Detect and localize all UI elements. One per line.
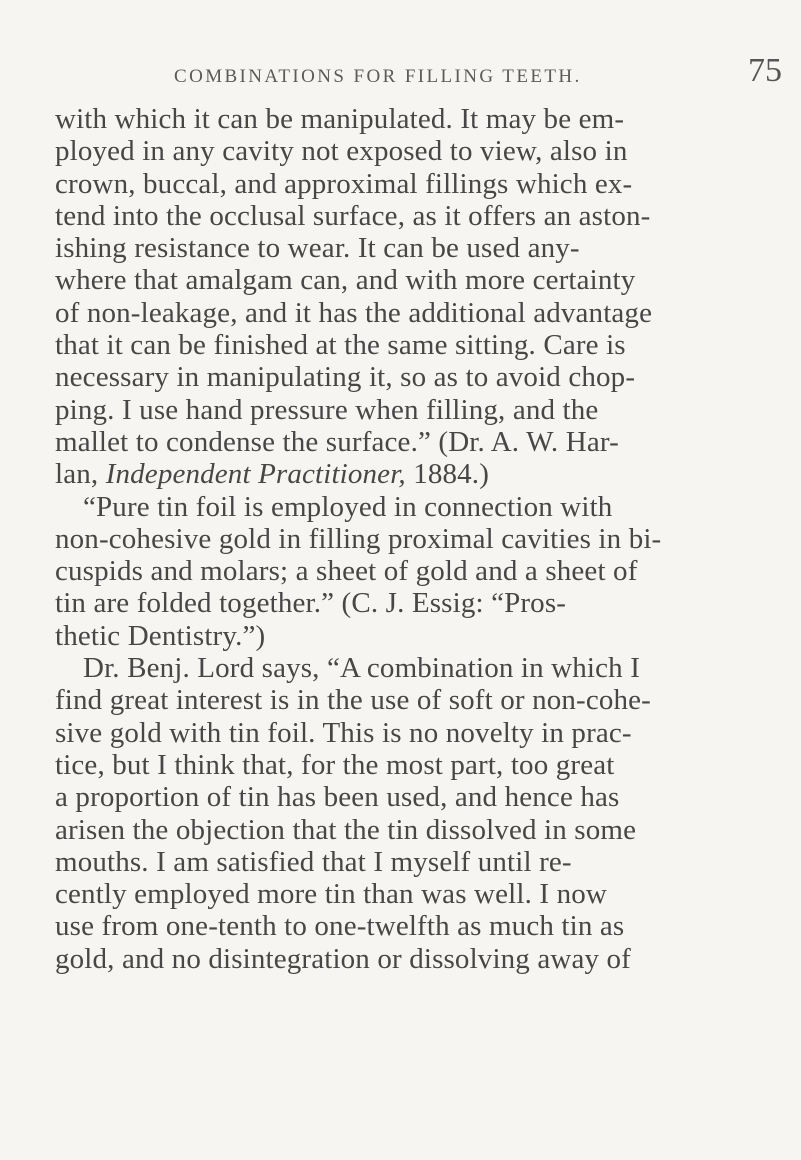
text-segment: 1884.) (405, 458, 490, 491)
text-segment: where that amalgam can, and with more certainty (55, 264, 636, 297)
text-segment: sive gold with tin foil. This is no novelty in prac- (55, 716, 632, 749)
text-segment: lan, (55, 458, 106, 491)
text-line (55, 491, 775, 523)
text-line (55, 426, 775, 458)
text-segment: find great interest is in the use of soft or non-cohe- (55, 684, 651, 717)
text-segment: crown, buccal, and approximal fillings which ex- (55, 167, 633, 200)
text-line (55, 297, 775, 329)
text-segment: use from one-tenth to one-twelfth as much tin as (55, 910, 625, 943)
text-line (55, 103, 775, 135)
text-segment: ployed in any cavity not exposed to view, also in (55, 135, 628, 168)
page-number: 75 (748, 52, 782, 89)
text-segment: ishing resistance to wear. It can be used any- (55, 232, 580, 265)
text-line (55, 910, 775, 942)
text-segment: a proportion of tin has been used, and hence has (55, 781, 620, 814)
text-line (55, 135, 775, 167)
text-line (55, 878, 775, 910)
running-title: COMBINATIONS FOR FILLING TEETH. (174, 66, 582, 87)
text-segment: arisen the objection that the tin dissolved in some (55, 813, 637, 846)
italic-title: Independent Practitioner, (105, 458, 406, 491)
text-line (55, 587, 775, 619)
text-segment: tin are folded together.” (C. J. Essig: “Pros- (55, 587, 567, 620)
text-segment: mouths. I am satisfied that I myself until re- (55, 845, 572, 878)
text-segment: Dr. Benj. Lord says, “A combination in which I (83, 652, 641, 685)
text-segment: thetic Dentistry.”) (55, 619, 266, 652)
text-line (55, 168, 775, 200)
text-line (55, 684, 775, 716)
text-line (55, 361, 775, 393)
text-line (55, 781, 775, 813)
text-line (55, 523, 775, 555)
text-line (55, 555, 775, 587)
text-line (55, 620, 775, 652)
text-segment: cently employed more tin than was well. I now (55, 878, 607, 911)
text-segment: with which it can be manipulated. It may be em- (55, 103, 625, 135)
text-line (55, 814, 775, 846)
text-segment: of non-leakage, and it has the additional advantage (55, 296, 653, 329)
text-line (55, 329, 775, 361)
text-line (55, 749, 775, 781)
text-line (55, 394, 775, 426)
text-segment: ping. I use hand pressure when filling, and the (55, 393, 599, 426)
text-segment: that it can be finished at the same sitting. Care is (55, 329, 626, 362)
text-line (55, 717, 775, 749)
text-line (55, 652, 775, 684)
text-line (55, 200, 775, 232)
body-text (55, 103, 775, 975)
text-line (55, 232, 775, 264)
text-line (55, 264, 775, 296)
text-segment: tice, but I think that, for the most part, too great (55, 748, 615, 781)
text-segment: cuspids and molars; a sheet of gold and a sheet of (55, 555, 638, 588)
text-line (55, 458, 775, 490)
text-line (55, 846, 775, 878)
text-segment: tend into the occlusal surface, as it offers an aston- (55, 199, 651, 232)
text-segment: non-cohesive gold in filling proximal cavities in bi- (55, 522, 662, 555)
text-line (55, 943, 775, 975)
text-segment: mallet to condense the surface.” (Dr. A. W. Har- (55, 425, 619, 458)
text-segment: “Pure tin foil is employed in connection with (83, 490, 613, 523)
text-segment: gold, and no disintegration or dissolving away of (55, 942, 631, 975)
text-segment: necessary in manipulating it, so as to avoid chop- (55, 361, 636, 394)
